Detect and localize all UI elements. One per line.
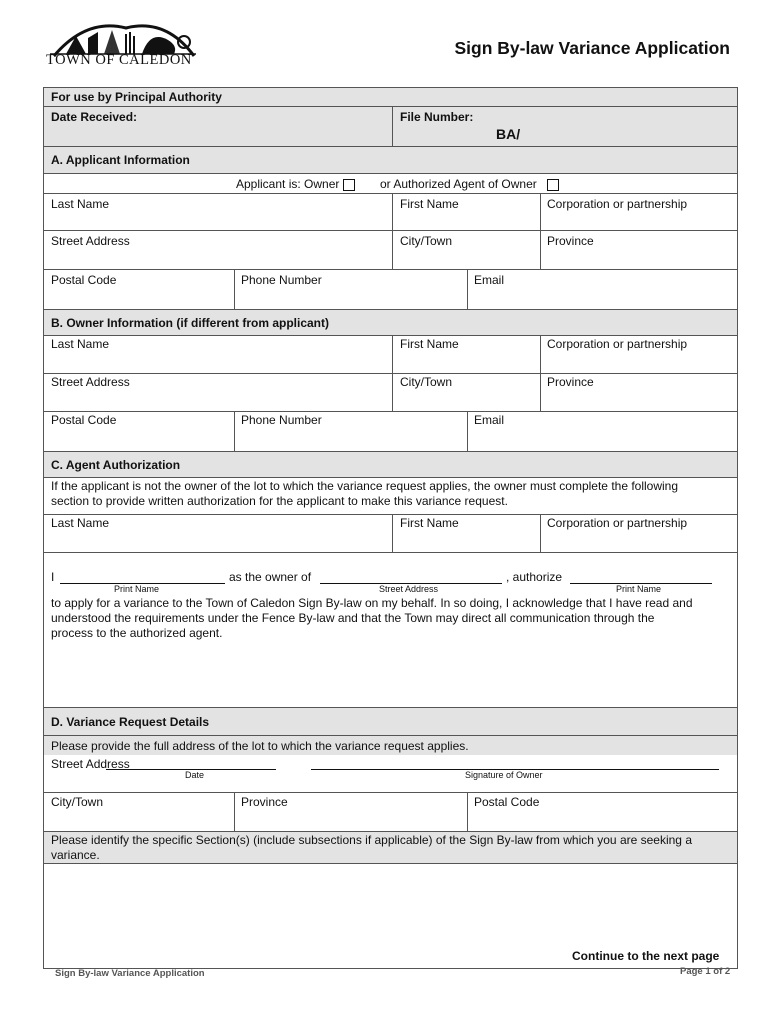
c-authorize-label: , authorize: [506, 570, 563, 584]
office-use-box: [44, 88, 737, 147]
b-postal-field[interactable]: [44, 412, 235, 451]
b-street-field[interactable]: [44, 374, 393, 411]
c-last-name-label: Last Name: [51, 516, 110, 530]
d-city-field[interactable]: [44, 793, 235, 831]
c-i-label: I: [51, 570, 55, 584]
c-street-address-caption: Street Address: [379, 584, 439, 594]
d-province-field[interactable]: [235, 793, 468, 831]
a-province-field[interactable]: [541, 231, 737, 269]
c-name-row: [44, 515, 737, 553]
c-last-name-field[interactable]: [44, 515, 393, 552]
a-corporation-label: Corporation or partnership: [547, 197, 688, 211]
b-contact-row: [44, 412, 737, 452]
owner-checkbox[interactable]: [343, 179, 355, 191]
a-city-label: City/Town: [400, 234, 453, 248]
c-intro-line-2: section to provide written authorization for the applicant to make this variance request.: [51, 494, 508, 508]
c-body-line-3: process to the authorized agent.: [51, 626, 223, 640]
application-form: [43, 87, 738, 969]
section-c-header: [44, 452, 737, 478]
d-provide-address-text: Please provide the full address of the lot to which the variance request applies.: [51, 739, 469, 753]
section-b-heading: B. Owner Information (if different from applicant): [51, 316, 330, 330]
section-d-heading: D. Variance Request Details: [51, 715, 210, 729]
continue-note: Continue to the next page: [572, 949, 720, 963]
b-first-name-field[interactable]: [393, 336, 541, 373]
c-intro-line-1: If the applicant is not the owner of the lot to which the variance request applies, the owner must complete the following: [51, 479, 679, 493]
c-street-address-line[interactable]: [320, 569, 502, 584]
a-postal-field[interactable]: [44, 270, 235, 309]
a-postal-label: Postal Code: [51, 273, 117, 287]
c-date-caption: Date: [185, 770, 205, 780]
b-province-label: Province: [547, 375, 594, 389]
b-address-row: [44, 374, 737, 412]
b-first-name-label: First Name: [400, 337, 459, 351]
date-received-label: Date Received:: [51, 110, 138, 124]
b-name-row: [44, 336, 737, 374]
d-identify-row: [44, 832, 737, 864]
a-first-name-label: First Name: [400, 197, 459, 211]
c-print-name-caption-2: Print Name: [616, 584, 662, 594]
a-address-row: [44, 231, 737, 270]
c-intro-row: [44, 478, 737, 515]
c-body-line-1: to apply for a variance to the Town of Caledon Sign By-law on my behalf. In so doing, I acknowledge that I have read and: [51, 596, 693, 610]
c-first-name-label: First Name: [400, 516, 459, 530]
c-intro-text: [51, 479, 678, 509]
b-phone-field[interactable]: [235, 412, 468, 451]
d-postal-label: Postal Code: [474, 795, 540, 809]
c-first-name-field[interactable]: [393, 515, 541, 552]
c-signature-caption: Signature of Owner: [465, 770, 543, 780]
d-postal-field[interactable]: [468, 793, 737, 831]
applicant-is-agent: [380, 177, 559, 191]
b-city-field[interactable]: [393, 374, 541, 411]
a-corporation-field[interactable]: [541, 194, 737, 230]
applicant-type-row: [44, 174, 737, 194]
c-agent-name-line[interactable]: [570, 569, 712, 584]
b-phone-label: Phone Number: [241, 413, 322, 427]
town-name: TOWN OF CALEDON: [46, 52, 192, 68]
agent-label: or Authorized Agent of Owner: [380, 177, 537, 191]
d-city-label: City/Town: [51, 795, 104, 809]
a-last-name-label: Last Name: [51, 197, 110, 211]
b-province-field[interactable]: [541, 374, 737, 411]
d-city-row: [44, 793, 737, 832]
c-owner-of-label: as the owner of: [229, 570, 312, 584]
section-d-header: [44, 708, 737, 736]
page-title: Sign By-law Variance Application: [454, 38, 730, 58]
c-corporation-label: Corporation or partnership: [547, 516, 688, 530]
b-city-label: City/Town: [400, 375, 453, 389]
b-corporation-label: Corporation or partnership: [547, 337, 688, 351]
c-print-name-caption: Print Name: [114, 584, 160, 594]
applicant-is-owner-label: Applicant is: Owner: [236, 177, 340, 191]
a-phone-field[interactable]: [235, 270, 468, 309]
b-postal-label: Postal Code: [51, 413, 117, 427]
a-email-field[interactable]: [468, 270, 737, 309]
d-sections-field[interactable]: [44, 864, 737, 968]
footer-form-name: Sign By-law Variance Application: [55, 968, 205, 979]
d-street-row[interactable]: [44, 755, 737, 793]
b-last-name-label: Last Name: [51, 337, 110, 351]
agent-checkbox[interactable]: [547, 179, 559, 191]
b-email-field[interactable]: [468, 412, 737, 451]
b-street-label: Street Address: [51, 375, 130, 389]
d-province-label: Province: [241, 795, 288, 809]
applicant-is-owner: [236, 177, 355, 191]
a-first-name-field[interactable]: [393, 194, 541, 230]
c-body-line-2: understood the requirements under the Fence By-law and that the Town may direct all communication through the: [51, 611, 655, 625]
d-provide-address-row: [44, 736, 737, 755]
d-identify-line-1: Please identify the specific Section(s) (include subsections if applicable) of the Sign By-law from which you are seeking a: [51, 833, 692, 847]
a-contact-row: [44, 270, 737, 310]
file-number-label: File Number:: [400, 110, 474, 124]
c-authorization-text: [51, 596, 693, 641]
a-last-name-field[interactable]: [44, 194, 393, 230]
a-name-row: [44, 194, 737, 231]
file-number-prefix: BA/: [496, 126, 521, 142]
a-city-field[interactable]: [393, 231, 541, 269]
section-b-header: [44, 310, 737, 336]
a-street-label: Street Address: [51, 234, 130, 248]
a-email-label: Email: [474, 273, 505, 287]
d-identify-text: [51, 833, 692, 863]
section-a-header: [44, 147, 737, 174]
a-street-field[interactable]: [44, 231, 393, 269]
d-identify-line-2: variance.: [51, 848, 100, 862]
d-street-label: Street Address: [51, 757, 130, 771]
a-phone-label: Phone Number: [241, 273, 322, 287]
a-province-label: Province: [547, 234, 594, 248]
section-c-heading: C. Agent Authorization: [51, 458, 181, 472]
c-print-name-line[interactable]: [60, 569, 225, 584]
footer-page-number: Page 1 of 2: [680, 966, 731, 977]
b-email-label: Email: [474, 413, 505, 427]
b-corporation-field[interactable]: [541, 336, 737, 373]
office-use-heading: For use by Principal Authority: [51, 90, 222, 104]
b-last-name-field[interactable]: [44, 336, 393, 373]
c-corporation-field[interactable]: [541, 515, 737, 552]
section-a-heading: A. Applicant Information: [51, 153, 190, 167]
